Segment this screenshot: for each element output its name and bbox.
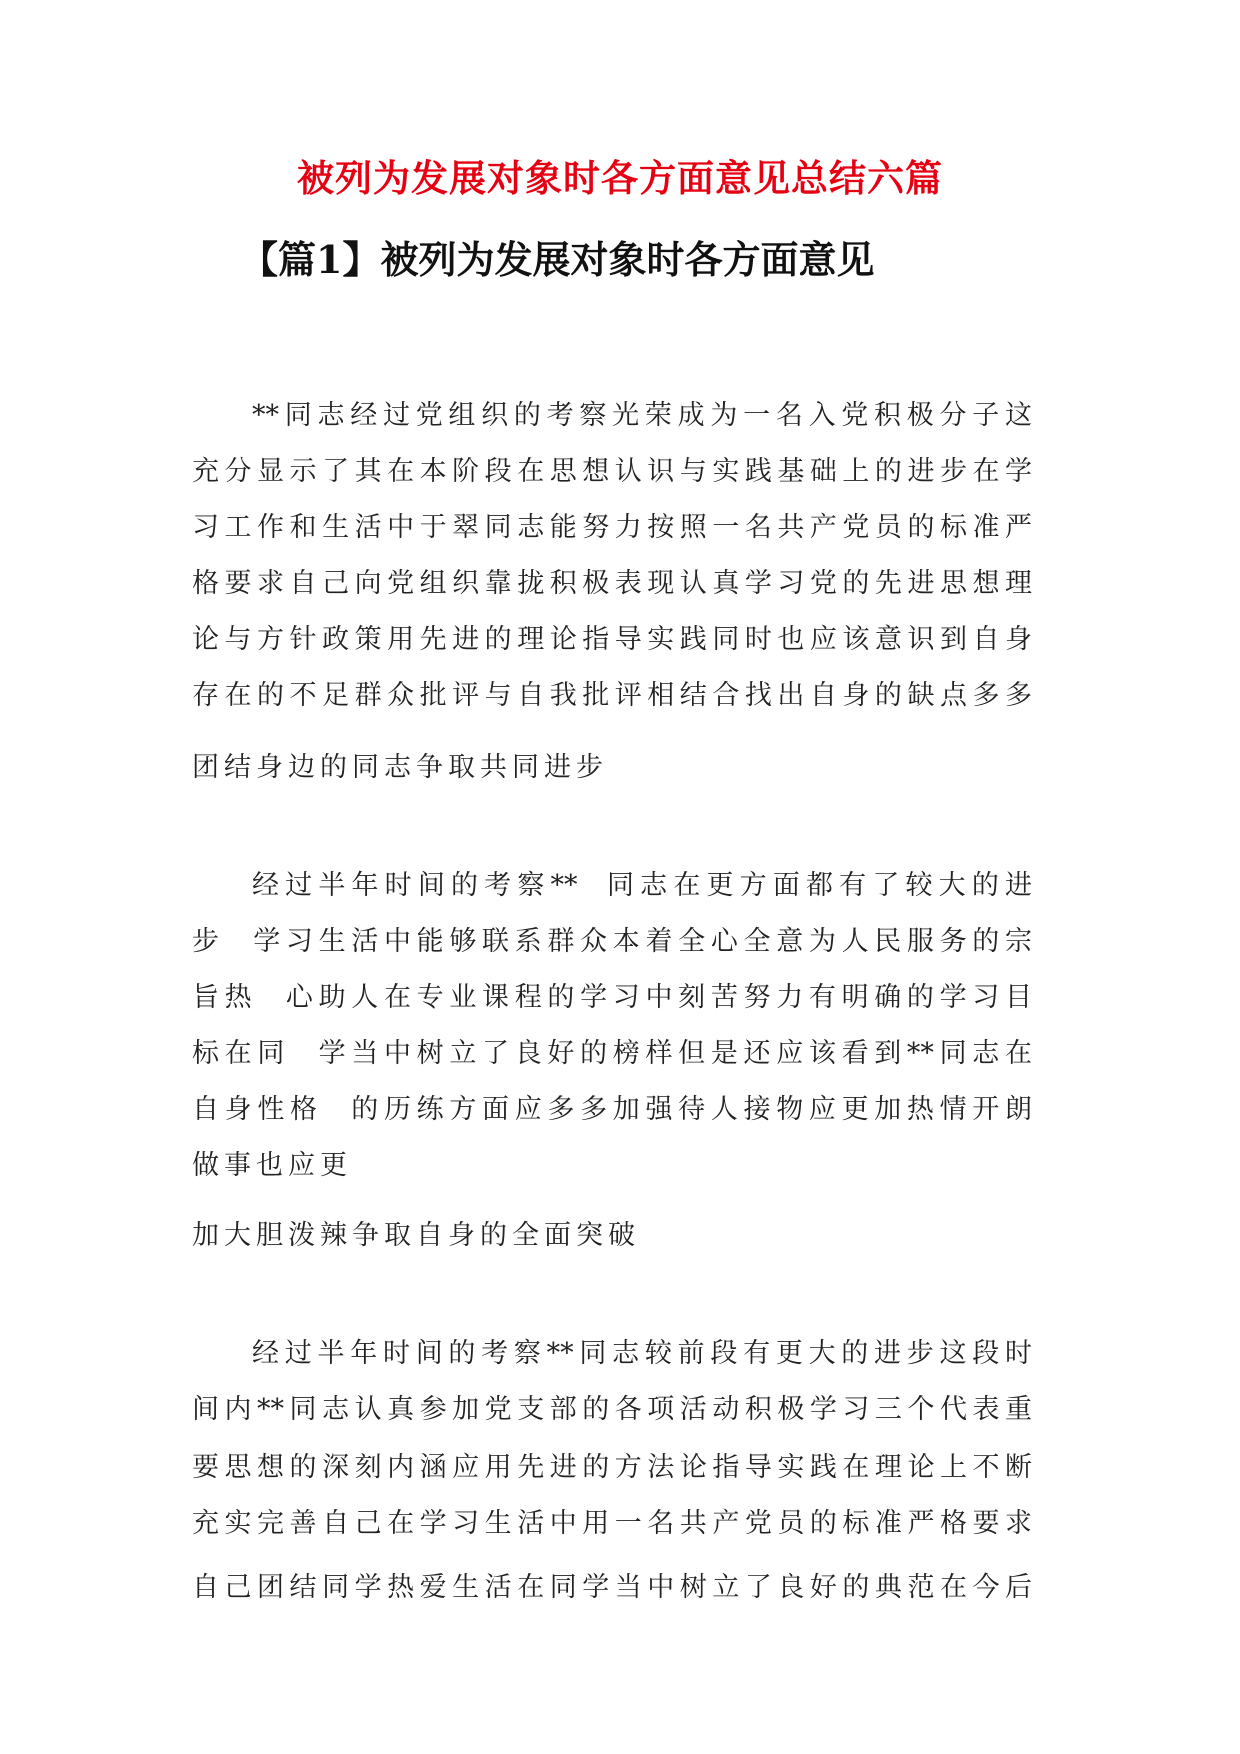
document-title: 被列为发展对象时各方面意见总结六篇	[297, 156, 943, 200]
paragraph-line: 格要求自己向党组织靠拢积极表现认真学习党的先进思想理	[192, 568, 1032, 599]
paragraph-line: 团结身边的同志争取共同进步	[192, 752, 608, 783]
paragraph-line: 步 学习生活中能够联系群众本着全心全意为人民服务的宗	[192, 926, 1032, 957]
paragraph-line: 自己团结同学热爱生活在同学当中树立了良好的典范在今后	[192, 1572, 1032, 1603]
paragraph-line: 要思想的深刻内涵应用先进的方法论指导实践在理论上不断	[192, 1452, 1032, 1483]
paragraph-line: 做事也应更	[192, 1150, 352, 1181]
paragraph-line: 自身性格 的历练方面应多多加强待人接物应更加热情开朗	[192, 1094, 1032, 1125]
paragraph-line: 旨热 心助人在专业课程的学习中刻苦努力有明确的学习目	[192, 982, 1032, 1013]
paragraph-line: 存在的不足群众批评与自我批评相结合找出自身的缺点多多	[192, 680, 1032, 711]
paragraph-line: 加大胆泼辣争取自身的全面突破	[192, 1220, 640, 1251]
paragraph-line: 充分显示了其在本阶段在思想认识与实践基础上的进步在学	[192, 456, 1032, 487]
paragraph-line: 习工作和生活中于翠同志能努力按照一名共产党员的标准严	[192, 512, 1032, 543]
paragraph-line: 标在同 学当中树立了良好的榜样但是还应该看到**同志在	[192, 1038, 1032, 1069]
paragraph-line: **同志经过党组织的考察光荣成为一名入党积极分子这	[252, 400, 1032, 431]
paragraph-line: 经过半年时间的考察**同志较前段有更大的进步这段时	[252, 1338, 1032, 1369]
paragraph-line: 经过半年时间的考察** 同志在更方面都有了较大的进	[252, 870, 1032, 901]
paragraph-line: 论与方针政策用先进的理论指导实践同时也应该意识到自身	[192, 624, 1032, 655]
paragraph-line: 充实完善自己在学习生活中用一名共产党员的标准严格要求	[192, 1508, 1032, 1539]
section-heading: 【篇1】被列为发展对象时各方面意见	[240, 237, 875, 282]
paragraph-line: 间内**同志认真参加党支部的各项活动积极学习三个代表重	[192, 1394, 1032, 1425]
